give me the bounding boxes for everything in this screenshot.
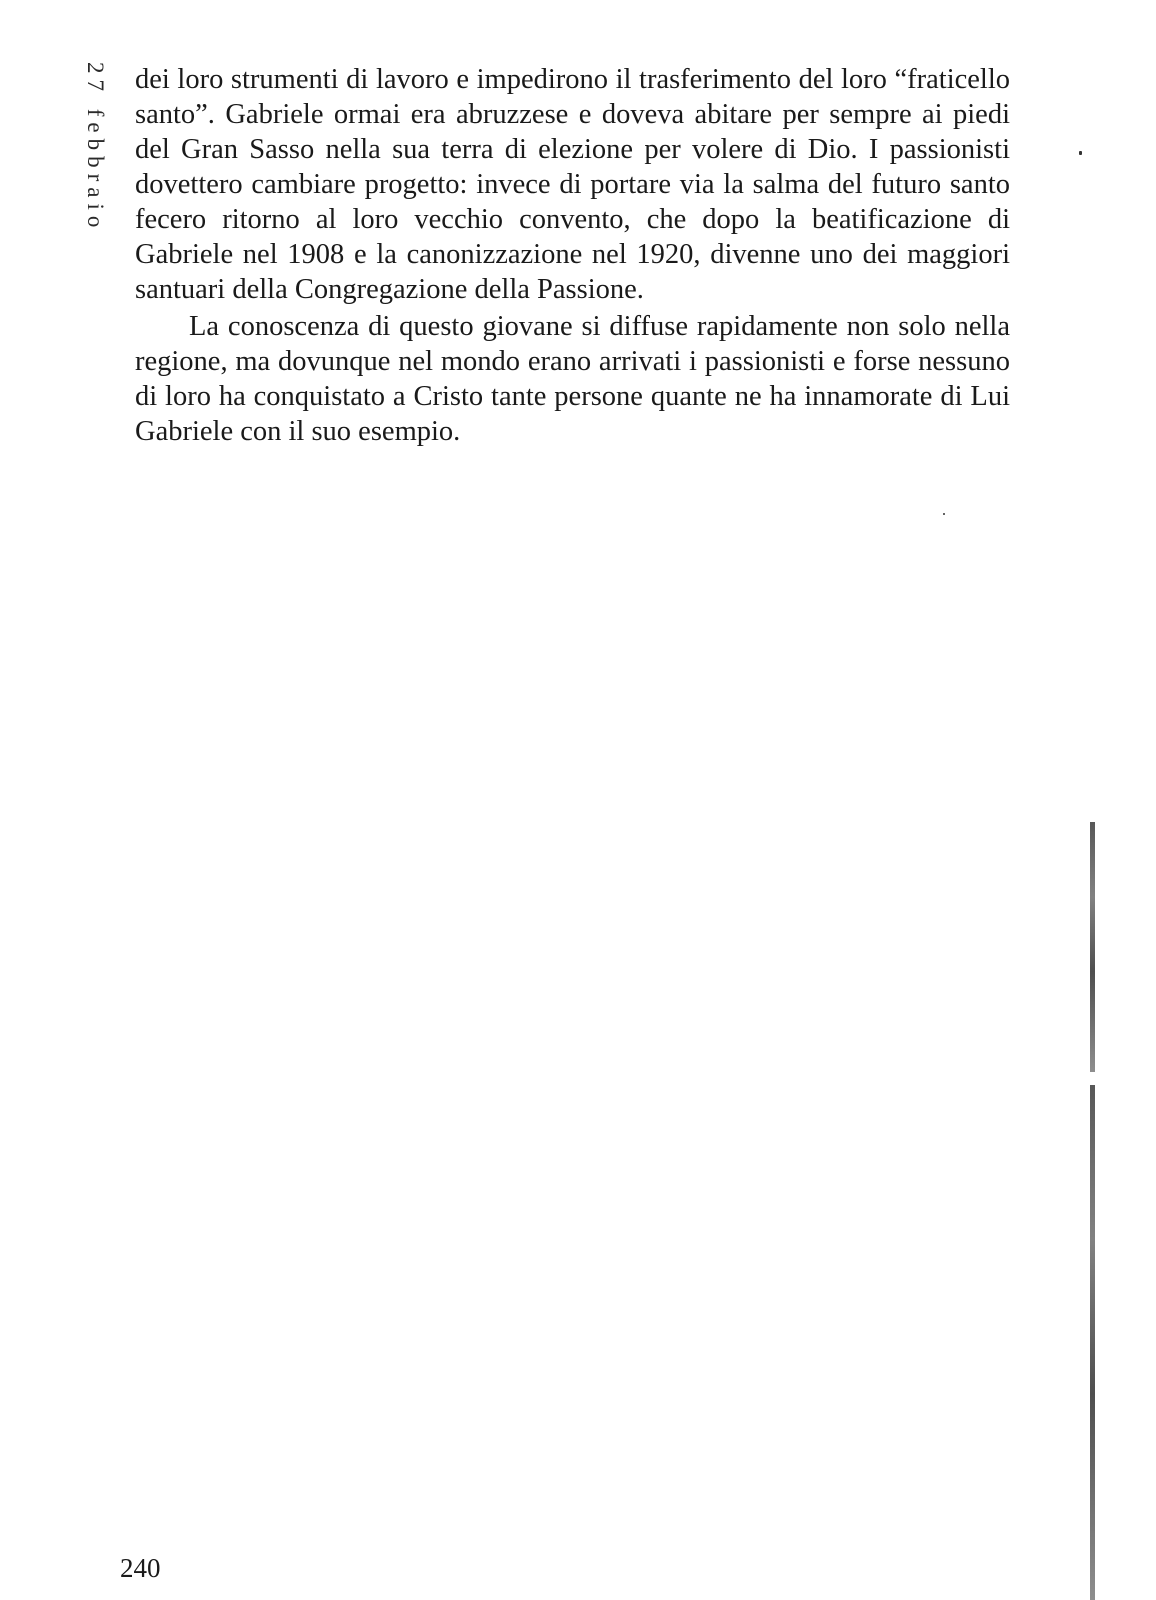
paragraph-2: La conoscenza di questo giovane si diffuse rapidamente non solo nella regione, ma dovunque nel mondo erano arrivati i passionisti e forse nessuno di loro ha conquistato a Cristo tante persone quante ne ha innamorate di Lui Gabriele con il suo esempio. — [135, 311, 1010, 447]
scan-speck — [1079, 151, 1082, 155]
running-head: 27 febbraio — [83, 62, 108, 234]
paragraph-1: dei loro strumenti di lavoro e impedirono il trasferimento del loro “fraticello santo”. Gabriele ormai era abruzzese e doveva abitare per sempre ai piedi del Gran Sasso nella sua terra di elezione per volere di Dio. I passionisti dovettero cambiare progetto: invece di portare via la salma del futuro santo fecero ritorno al loro vecchio convento, che dopo la beatificazione di Gabriele nel 1908 e la canonizzazione nel 1920, divenne uno dei maggiori santuari della Congregazione della Passione. — [135, 64, 1010, 305]
scan-speck — [943, 513, 945, 515]
scan-edge-shadow-upper — [1090, 822, 1095, 1072]
body-text — [135, 62, 1010, 449]
scan-edge-shadow-lower — [1090, 1085, 1095, 1600]
page-number: 240 — [120, 1553, 161, 1583]
